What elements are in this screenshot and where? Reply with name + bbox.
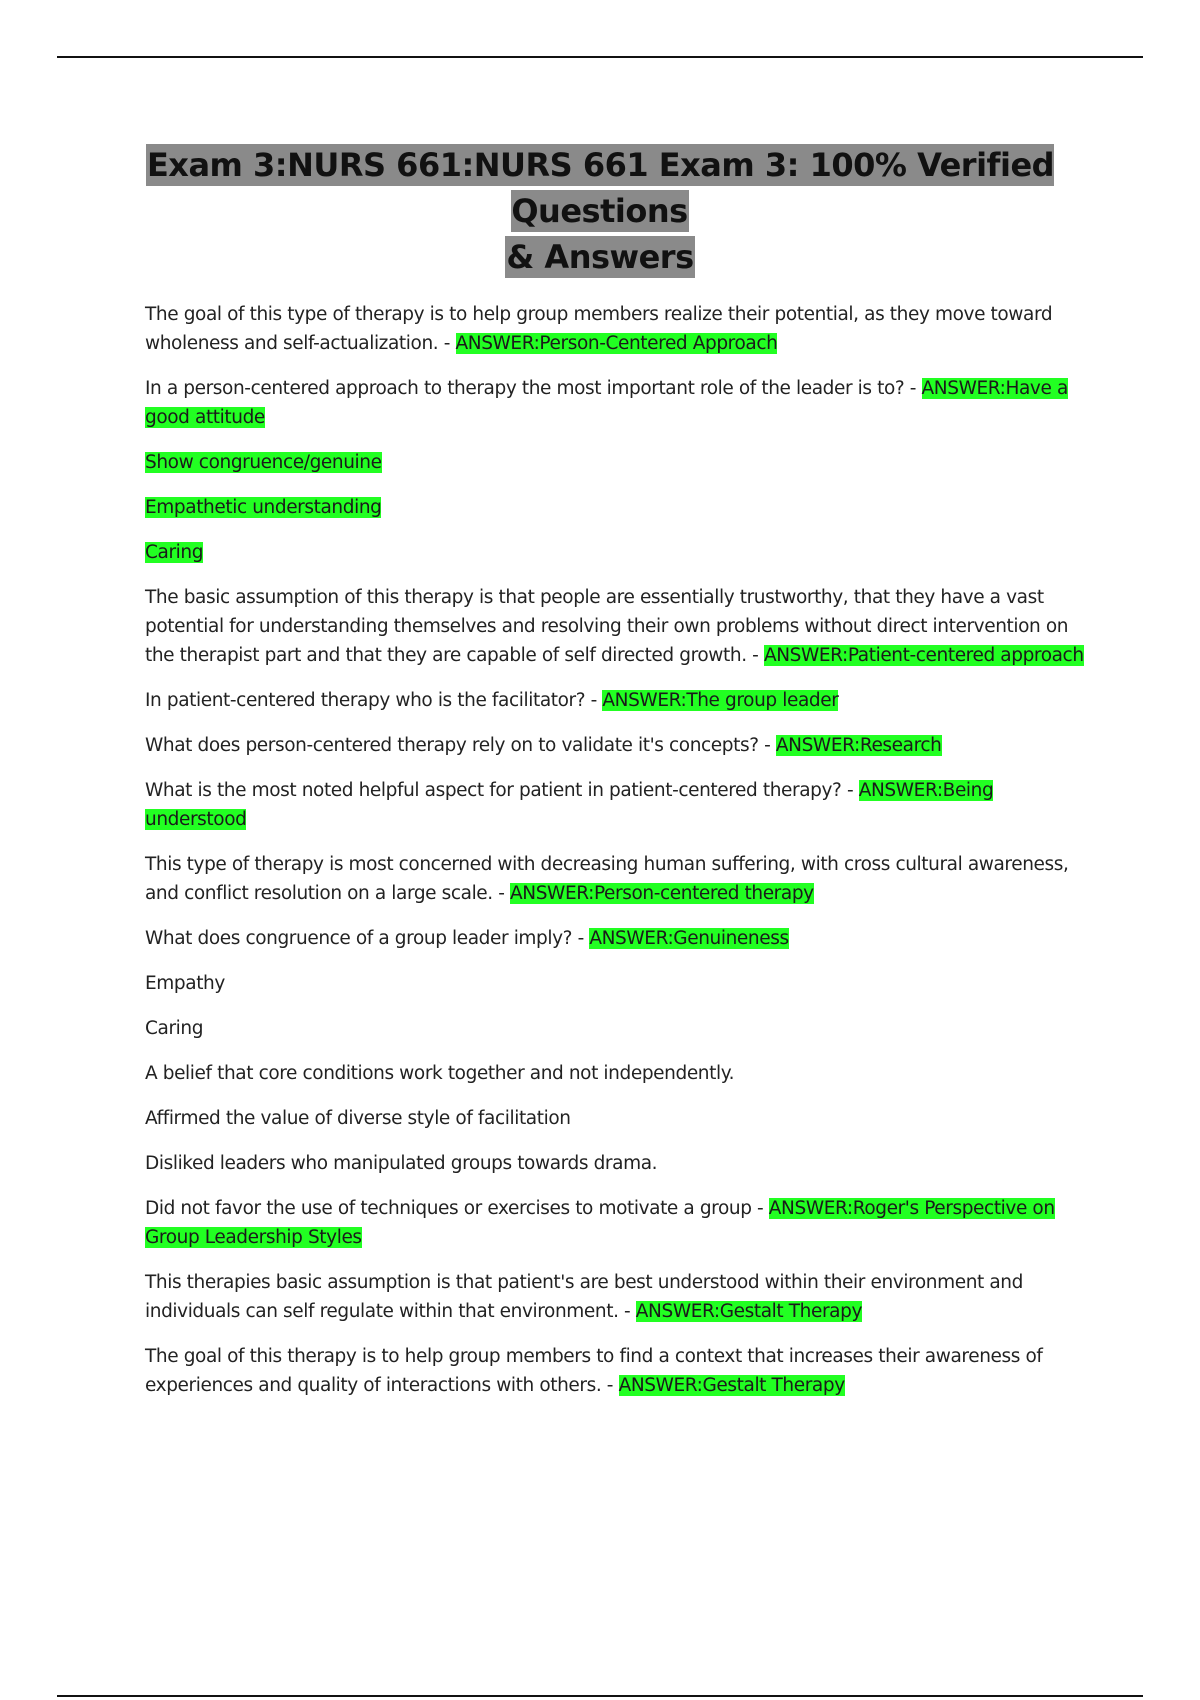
- question-text: Caring: [145, 1018, 204, 1039]
- answer-highlight: Empathetic understanding: [145, 497, 382, 518]
- question-text: The goal of this type of therapy is to help group members realize their potential, as they move toward wholeness and self-actualization. -: [145, 304, 1053, 354]
- bottom-rule: [57, 1695, 1143, 1697]
- qa-paragraph: [145, 1194, 1095, 1252]
- top-rule: [57, 56, 1143, 58]
- qa-paragraph: [145, 538, 1095, 567]
- title-line-2: & Answers: [506, 238, 694, 276]
- qa-paragraph: [145, 776, 1095, 834]
- qa-paragraph: [145, 1268, 1095, 1326]
- qa-paragraph: [145, 1014, 1095, 1043]
- qa-paragraph: [145, 850, 1095, 908]
- answer-highlight: ANSWER:Gestalt Therapy: [635, 1301, 862, 1322]
- qa-list: [145, 300, 1095, 1416]
- qa-paragraph: [145, 448, 1095, 477]
- answer-highlight: ANSWER:Patient-centered approach: [763, 645, 1084, 666]
- question-text: In a person-centered approach to therapy the most important role of the leader is to? -: [145, 378, 922, 399]
- question-text: What does person-centered therapy rely on to validate it's concepts? -: [145, 735, 776, 756]
- qa-paragraph: [145, 1104, 1095, 1133]
- question-text: This type of therapy is most concerned with decreasing human suffering, with cross cultural awareness, and conflict resolution on a large scale. -: [145, 854, 1069, 904]
- qa-paragraph: [145, 300, 1095, 358]
- question-text: In patient-centered therapy who is the facilitator? -: [145, 690, 603, 711]
- answer-highlight: ANSWER:Being understood: [145, 780, 994, 830]
- answer-highlight: ANSWER:The group leader: [602, 690, 839, 711]
- qa-paragraph: [145, 583, 1095, 670]
- document-title: [100, 142, 1100, 280]
- qa-paragraph: [145, 969, 1095, 998]
- answer-highlight: ANSWER:Genuineness: [589, 928, 789, 949]
- answer-highlight: ANSWER:Person-centered therapy: [510, 883, 814, 904]
- qa-paragraph: [145, 374, 1095, 432]
- qa-paragraph: [145, 493, 1095, 522]
- answer-highlight: ANSWER:Research: [775, 735, 942, 756]
- question-text: What does congruence of a group leader imply? -: [145, 928, 590, 949]
- question-text: A belief that core conditions work together and not independently.: [145, 1063, 735, 1084]
- answer-highlight: ANSWER:Roger's Perspective on Group Leadership Styles: [145, 1198, 1055, 1248]
- question-text: Did not favor the use of techniques or exercises to motivate a group -: [145, 1198, 769, 1219]
- qa-paragraph: [145, 686, 1095, 715]
- qa-paragraph: [145, 1149, 1095, 1178]
- qa-paragraph: [145, 731, 1095, 760]
- question-text: The goal of this therapy is to help group members to find a context that increases their awareness of experiences and quality of interactions with others. -: [145, 1346, 1043, 1396]
- answer-highlight: Show congruence/genuine: [145, 452, 382, 473]
- question-text: Empathy: [145, 973, 225, 994]
- question-text: What is the most noted helpful aspect for patient in patient-centered therapy? -: [145, 780, 859, 801]
- answer-highlight: ANSWER:Person-Centered Approach: [455, 333, 778, 354]
- question-text: Affirmed the value of diverse style of facilitation: [145, 1108, 571, 1129]
- qa-paragraph: [145, 1059, 1095, 1088]
- question-text: Disliked leaders who manipulated groups towards drama.: [145, 1153, 658, 1174]
- answer-highlight: ANSWER:Gestalt Therapy: [618, 1375, 845, 1396]
- question-text: This therapies basic assumption is that patient's are best understood within their environment and individuals can self regulate within that environment. -: [145, 1272, 1023, 1322]
- qa-paragraph: [145, 1342, 1095, 1400]
- question-text: The basic assumption of this therapy is that people are essentially trustworthy, that they have a vast potential for understanding themselves and resolving their own problems without direct intervention on the therapist part and that they are capable of self directed growth. -: [145, 587, 1069, 666]
- title-line-1: Exam 3:NURS 661:NURS 661 Exam 3: 100% Verified Questions: [146, 146, 1055, 230]
- answer-highlight: ANSWER:Have a good attitude: [145, 378, 1068, 428]
- qa-paragraph: [145, 924, 1095, 953]
- answer-highlight: Caring: [145, 542, 204, 563]
